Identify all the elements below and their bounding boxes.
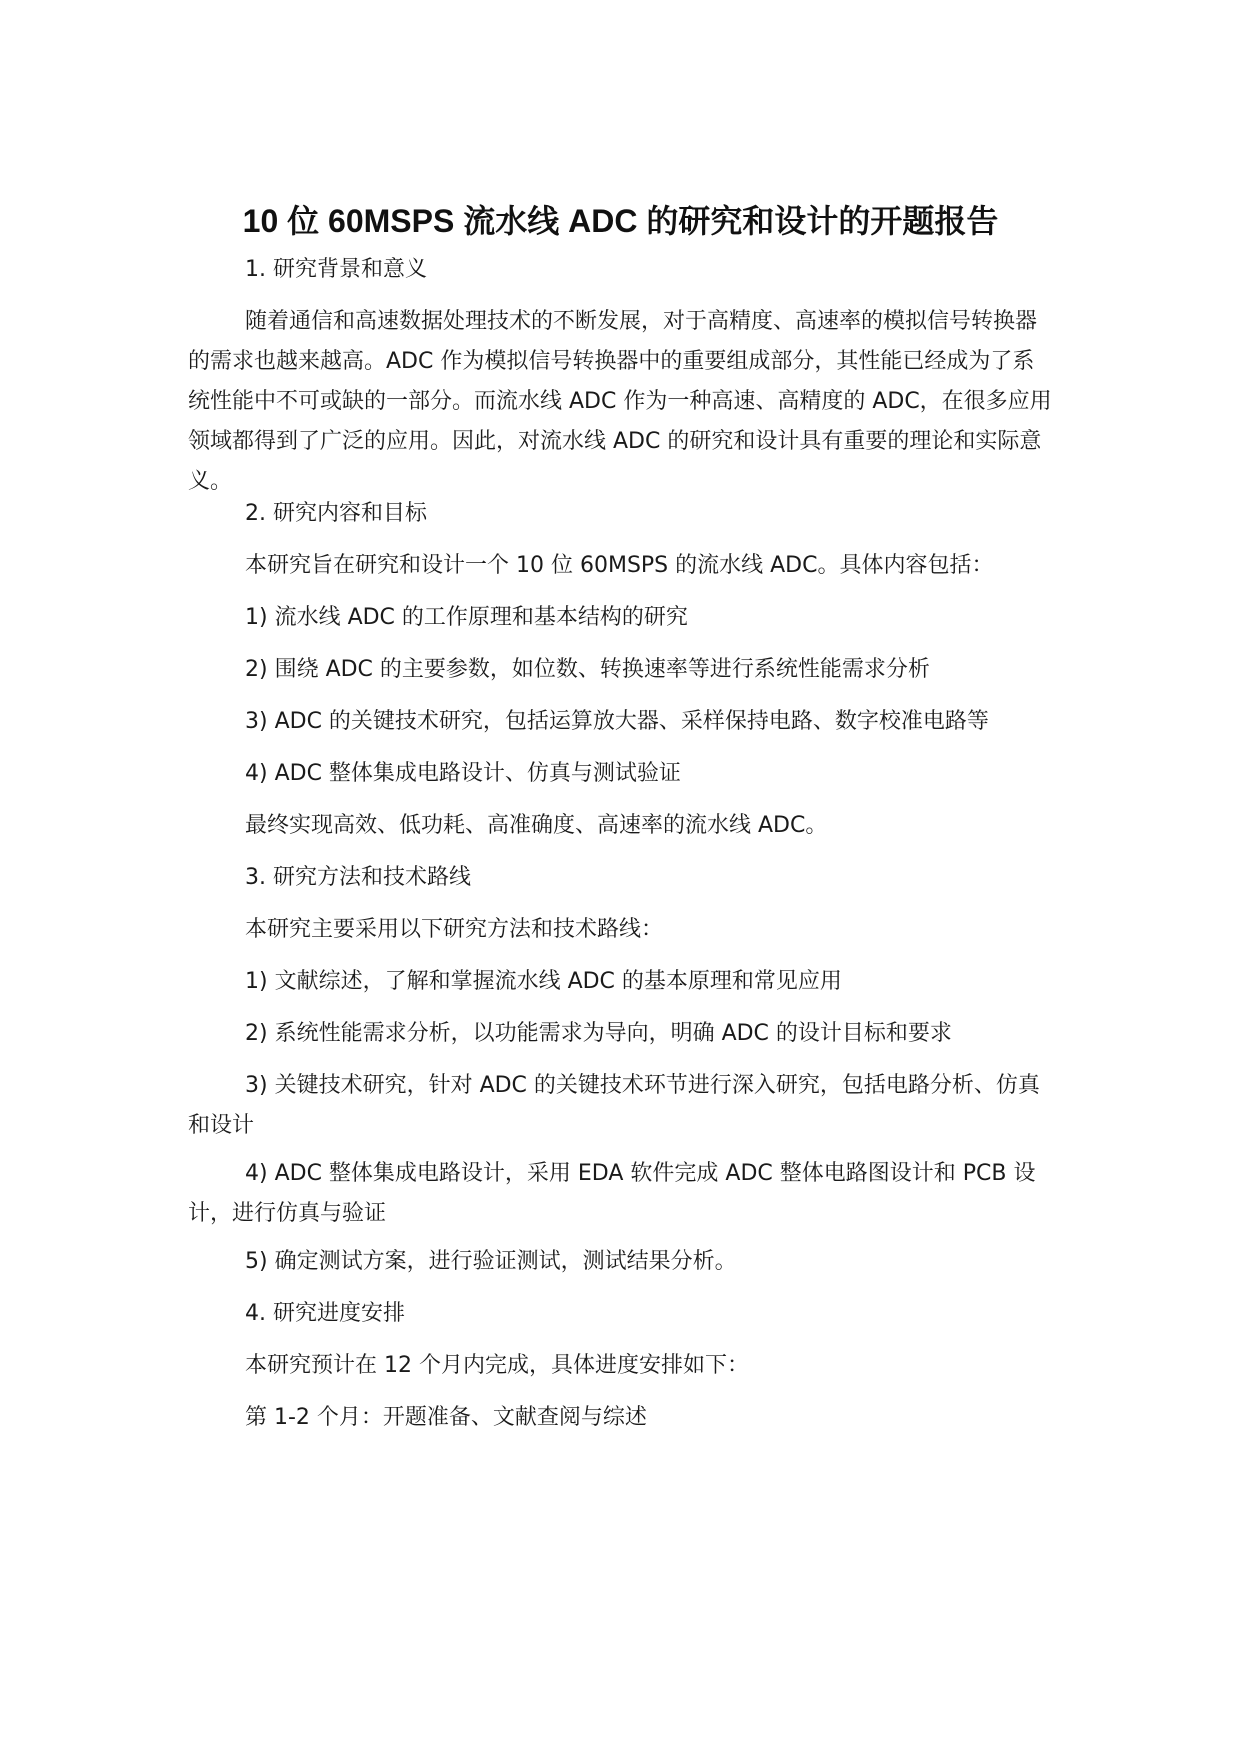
section-heading-4: 4. 研究进度安排 xyxy=(245,1301,405,1326)
method-item-5: 5) 确定测试方案，进行验证测试，测试结果分析。 xyxy=(245,1249,737,1274)
method-item-3: 3) 关键技术研究，针对 ADC 的关键技术环节进行深入研究，包括电路分析、仿真和设计 xyxy=(188,1073,1040,1138)
goal-paragraph: 最终实现高效、低功耗、高准确度、高速率的流水线 ADC。 xyxy=(245,813,828,838)
method-item-2: 2) 系统性能需求分析，以功能需求为导向，明确 ADC 的设计目标和要求 xyxy=(245,1021,952,1046)
schedule-item-1: 第 1-2 个月：开题准备、文献查阅与综述 xyxy=(245,1405,647,1430)
method-intro-paragraph: 本研究主要采用以下研究方法和技术路线： xyxy=(245,917,664,942)
content-item-2: 2) 围绕 ADC 的主要参数，如位数、转换速率等进行系统性能需求分析 xyxy=(245,657,930,682)
background-paragraph: 随着通信和高速数据处理技术的不断发展，对于高精度、高速率的模拟信号转换器的需求也越来越高。ADC 作为模拟信号转换器中的重要组成部分，其性能已经成为了系统性能中不可或缺的一部分。而流水线 ADC 作为一种高速、高精度的 ADC，在很多应用领域都得到了广泛的应用。因此，对流水线 ADC 的研究和设计具有重要的理论和实际意义。 xyxy=(188,309,1052,494)
section-heading-2: 2. 研究内容和目标 xyxy=(245,501,427,526)
content-item-1: 1) 流水线 ADC 的工作原理和基本结构的研究 xyxy=(245,605,688,630)
content-item-4: 4) ADC 整体集成电路设计、仿真与测试验证 xyxy=(245,761,681,786)
section-heading-1: 1. 研究背景和意义 xyxy=(245,257,427,282)
document-title: 10 位 60MSPS 流水线 ADC 的研究和设计的开题报告 xyxy=(242,203,999,240)
schedule-intro-paragraph: 本研究预计在 12 个月内完成，具体进度安排如下： xyxy=(245,1353,749,1378)
method-item-4: 4) ADC 整体集成电路设计，采用 EDA 软件完成 ADC 整体电路图设计和 PCB 设计，进行仿真与验证 xyxy=(188,1161,1036,1226)
section-heading-3: 3. 研究方法和技术路线 xyxy=(245,865,471,890)
method-item-1: 1) 文献综述，了解和掌握流水线 ADC 的基本原理和常见应用 xyxy=(245,969,842,994)
content-item-3: 3) ADC 的关键技术研究，包括运算放大器、采样保持电路、数字校准电路等 xyxy=(245,709,989,734)
content-intro-paragraph: 本研究旨在研究和设计一个 10 位 60MSPS 的流水线 ADC。具体内容包括： xyxy=(245,553,994,578)
